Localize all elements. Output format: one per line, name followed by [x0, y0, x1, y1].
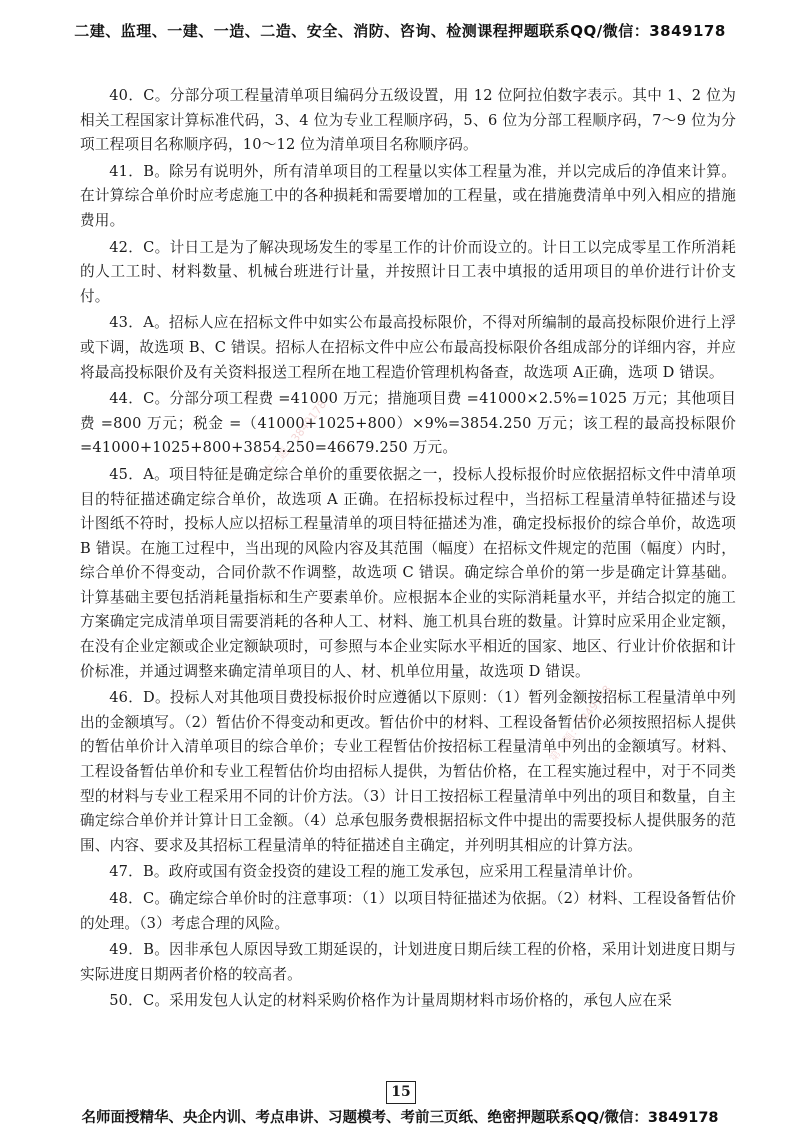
answer-paragraph-44: 44．C。分部分项工程费 =41000 万元；措施项目费 =41000×2.5%=1025 万元；其他项目费 =800 万元；税金 =（41000+1025+800）×9%=3854.250 万元；该工程的最高投标限价 =41000+1025+800+3854.250=46679.250 万元。	[80, 390, 736, 457]
answer-paragraph-46: 46．D。投标人对其他项目费投标报价时应遵循以下原则：（1）暂列金额按招标工程量清单中列出的金额填写。（2）暂估价不得变动和更改。暂估价中的材料、工程设备暂估价必须按照招标人提供的暂估单价计入清单项目的综合单价；专业工程暂估价按招标工程量清单中列出的金额填写。材料、工程设备暂估单价和专业工程暂估价均由招标人提供，为暂估价格，在工程实施过程中，对于不同类型的材料与专业工程采用不同的计价方法。（3）计日工按招标工程量清单中列出的项目和数量，自主确定综合单价并计算计日工金额。（4）总承包服务费根据招标文件中提出的需要投标人提供服务的范围、内容、要求及其招标工程量清单的特征描述自主确定，并列明其相应的计算方法。	[80, 689, 736, 854]
answer-paragraph-43: 43．A。招标人应在招标文件中如实公布最高投标限价，不得对所编制的最高投标限价进行上浮或下调，故选项 B、C 错误。招标人在招标文件中应公布最高投标限价各组成部分的详细内容，并应将最高投标限价及有关资料报送工程所在地工程造价管理机构备查，故选项 A正确，选项 D 错误。	[80, 314, 736, 381]
answer-paragraph-40: 40．C。分部分项工程量清单项目编码分五级设置，用 12 位阿拉伯数字表示。其中 1、2 位为相关工程国家计算标准代码，3、4 位为专业工程顺序码，5、6 位为分部工程顺序码，7～9 位为分项工程项目名称顺序码，10～12 位为清单项目名称顺序码。	[80, 87, 736, 154]
answer-paragraph-41: 41．B。除另有说明外，所有清单项目的工程量以实体工程量为准，并以完成后的净值来计算。在计算综合单价时应考虑施工中的各种损耗和需要增加的工程量，或在措施费清单中列入相应的措施费用。	[80, 162, 736, 229]
answer-paragraph-48: 48．C。确定综合单价时的注意事项：（1）以项目特征描述为依据。（2）材料、工程设备暂估价的处理。（3）考虑合理的风险。	[80, 890, 736, 932]
watermark-stamp: 第三题：3849178	[261, 397, 330, 480]
answer-paragraph-49: 49．B。因非承包人原因导致工期延误的，计划进度日期后续工程的价格，采用计划进度日期与实际进度日期两者价格的较高者。	[80, 941, 736, 983]
answer-content	[80, 84, 736, 1016]
page-number: 15	[386, 1081, 416, 1104]
answer-paragraph-45: 45．A。项目特征是确定综合单价的重要依据之一，投标人投标报价时应依据招标文件中清单项目的特征描述确定综合单价，故选项 A 正确。在招标投标过程中，当招标工程量清单特征描述与设计图纸不符时，投标人应以招标工程量清单的项目特征描述为准，确定投标报价的综合单价，故选项 B 错误。在施工过程中，当出现的风险内容及其范围（幅度）在招标文件规定的范围（幅度）内时，综合单价不得变动，合同价款不作调整，故选项 C 错误。确定综合单价的第一步是确定计算基础。计算基础主要包括消耗量指标和生产要素单价。应根据本企业的实际消耗量水平，并结合拟定的施工方案确定完成清单项目需要消耗的各种人工、材料、施工机具台班的数量。计算时应采用企业定额，在没有企业定额或企业定额缺项时，可参照与本企业实际水平相近的国家、地区、行业计价依据和计价标准，并通过调整来确定清单项目的人、材、机单位用量，故选项 D 错误。	[80, 465, 736, 680]
answer-paragraph-47: 47．B。政府或国有资金投资的建设工程的施工发承包，应采用工程量清单计价。	[109, 863, 643, 881]
watermark-stamp: 第三题：3849178	[546, 682, 615, 765]
page-footer: 名师面授精华、央企内训、考点串讲、习题模考、考前三页纸、绝密押题联系QQ/微信：3849178	[81, 1110, 719, 1126]
answer-paragraph-42: 42．C。计日工是为了解决现场发生的零星工作的计价而设立的。计日工以完成零星工作所消耗的人工工时、材料数量、机械台班进行计量，并按照计日工表中填报的适用项目的单价进行计价支付。	[80, 238, 736, 305]
page-header: 二建、监理、一建、一造、二造、安全、消防、咨询、检测课程押题联系QQ/微信：3849178	[74, 22, 726, 40]
answer-paragraph-50: 50．C。采用发包人认定的材料采购价格作为计量周期材料市场价格的，承包人应在采	[109, 992, 673, 1010]
